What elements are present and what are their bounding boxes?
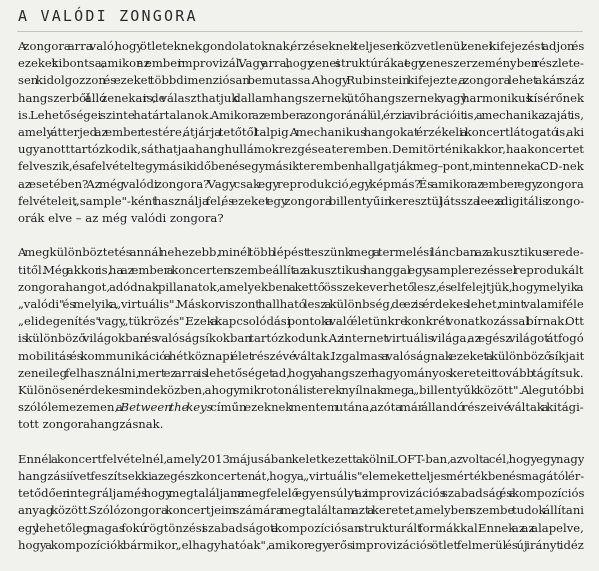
paragraph (18, 244, 584, 433)
text-line: felvételeit „sample"-ként használja fel, és ezeket egy zongora billentyűin keresztül játssza le – ez a digitális zongo- (18, 193, 584, 208)
text-line: Különösen érdekes mindeközben, ahogy mikrotonális terek nyílnak meg a „billentyűk között". A legutóbbi (18, 383, 584, 398)
text-line: hangszerből álló zenekar is, de választhatjuk dallamhangszernek, ütőhangszernek, vagy harmonikus kísérőnek (18, 90, 584, 105)
text-line: tott zongorahangzásnak. (18, 417, 164, 432)
article-body (18, 38, 584, 571)
page-title: A VALÓDI ZONGORA (18, 7, 198, 25)
text-line: amely átterjed az ember testére, átjárja tetőtől talpig. A mechanikus hangokat érzékeli a koncertlátogató is, aki (18, 125, 584, 140)
text-line: tetődően integráljam, és hogy megtaláljam a megfelelő egyensúlyt az improvizációs szabadság és a kompozíciós (18, 486, 584, 501)
text-line: felveszik, és a felvételt egy másik időben és egy másik teremben hallgatják meg – pont, mint ennek a CD-nek (18, 159, 584, 174)
italic-title: Between the keys (120, 400, 213, 415)
text-line: szólólemezemen, a Between the keys címűn ezeknek mentem utána, azóta már állandó részeivé váltak a kitági- (18, 400, 584, 415)
text-line: is különböző világokban és valóságsíkokban tartózkodunk. Az internet virtuális világa, az egész világot átfogó (18, 331, 584, 346)
title-divider (17, 31, 583, 32)
paragraph (18, 451, 584, 554)
text-line: is. Lehetőségei szinte határtalanok. Amikor az ember a zongoránál ül, érzi a vibrációit is, a mechanika zaját is, (18, 107, 584, 122)
text-line: az esetében? Az még valódi zongora? Vagy csak egy reprodukció, egy képmás? És amikor az ember egy zongora (18, 176, 584, 191)
text-line: Ennél a koncertfelvételnél, amely 2013 májusában keletkezett a kölni LOFT-ban, az volt a cél, hogy egy nagy (18, 451, 584, 466)
text-line: ezeket kibontsa, amikor az ember improvizál. Vagy arra, hogy zenei struktúrákat egy zeneszerzeményben részlete- (18, 56, 584, 71)
text-line: anyag között. Szólózongora koncertjeim számára megtaláltam azt a keretet, amelyben szembe tudok állítani (18, 503, 584, 518)
text-line: zeneileg felhasználni, mert ez arra is lehetőséget ad, hogy a hangszer hagyományos kereteit tovább tágítsuk. (18, 365, 584, 380)
text-line: zongorahangot, adódnak pillanatok, amelyekben a kettő összekeverhető lesz, és elfelejtjük, hogy melyik a (18, 279, 584, 294)
text-line: hogy a kompozíciók bármikor „elhagyhatóak", amikor egy erős improvizációs ötlet felmerül és új irányt idéz (18, 537, 584, 552)
text-line: „valódi" és melyik a „virtuális". Máskor viszont hallható lesz a különbség, de ez is érdekes lehet, mint valamiféle (18, 297, 584, 312)
text-line: orák elve – az még valódi zongora? (18, 211, 224, 226)
text-line: egy lehetőleg magas fokú rögtönzési szabadságot a kompozíciósan strukturált formákkal. Ennek az az alapelve, (18, 520, 584, 535)
text-line: titől. Még akkor is, ha az ember a koncerten szembeállít az akusztikus hanggal egy samplerezéssel reprodukált (18, 262, 584, 277)
text-line: hangzási ívet feszítsek ki az egész koncerten át, hogy a „virtuális" elemeket teljes mértékben és magától ér- (18, 469, 584, 484)
text-line: ugyanott tartózkodik, s áthatja a hanghullámok rezgése a teremben. De mi történik akkor, ha a koncertet (18, 142, 584, 157)
text-line: A megkülönböztetés annál nehezebb, minél több lépést teszünk meg a termelési láncban az akusztikus erede- (18, 245, 584, 260)
text-line: A zongora arra való, hogy ötleteknek, gondolatoknak, érzéseknek teljesen közvetlenül zenei kifejezést adjon és (18, 39, 584, 53)
text-line: sen kidolgozzon és ezeket többdimenziósan bemutassa. Ahogy Rubinstein kifejezte, a zongora lehet akár száz (18, 73, 584, 88)
paragraph (18, 38, 584, 227)
text-line: mobilitás és kommunikáció a hétköznapi élet részévé váltak. Izgalmas a valóságnak ezeket a különböző síkjait (18, 348, 584, 363)
text-line: „elidegenítés" vagy „tükrözés". Ezek a kapcsolódási pontok a való életünkre konkrét vonatkozással bírnak. Ott (18, 314, 584, 329)
